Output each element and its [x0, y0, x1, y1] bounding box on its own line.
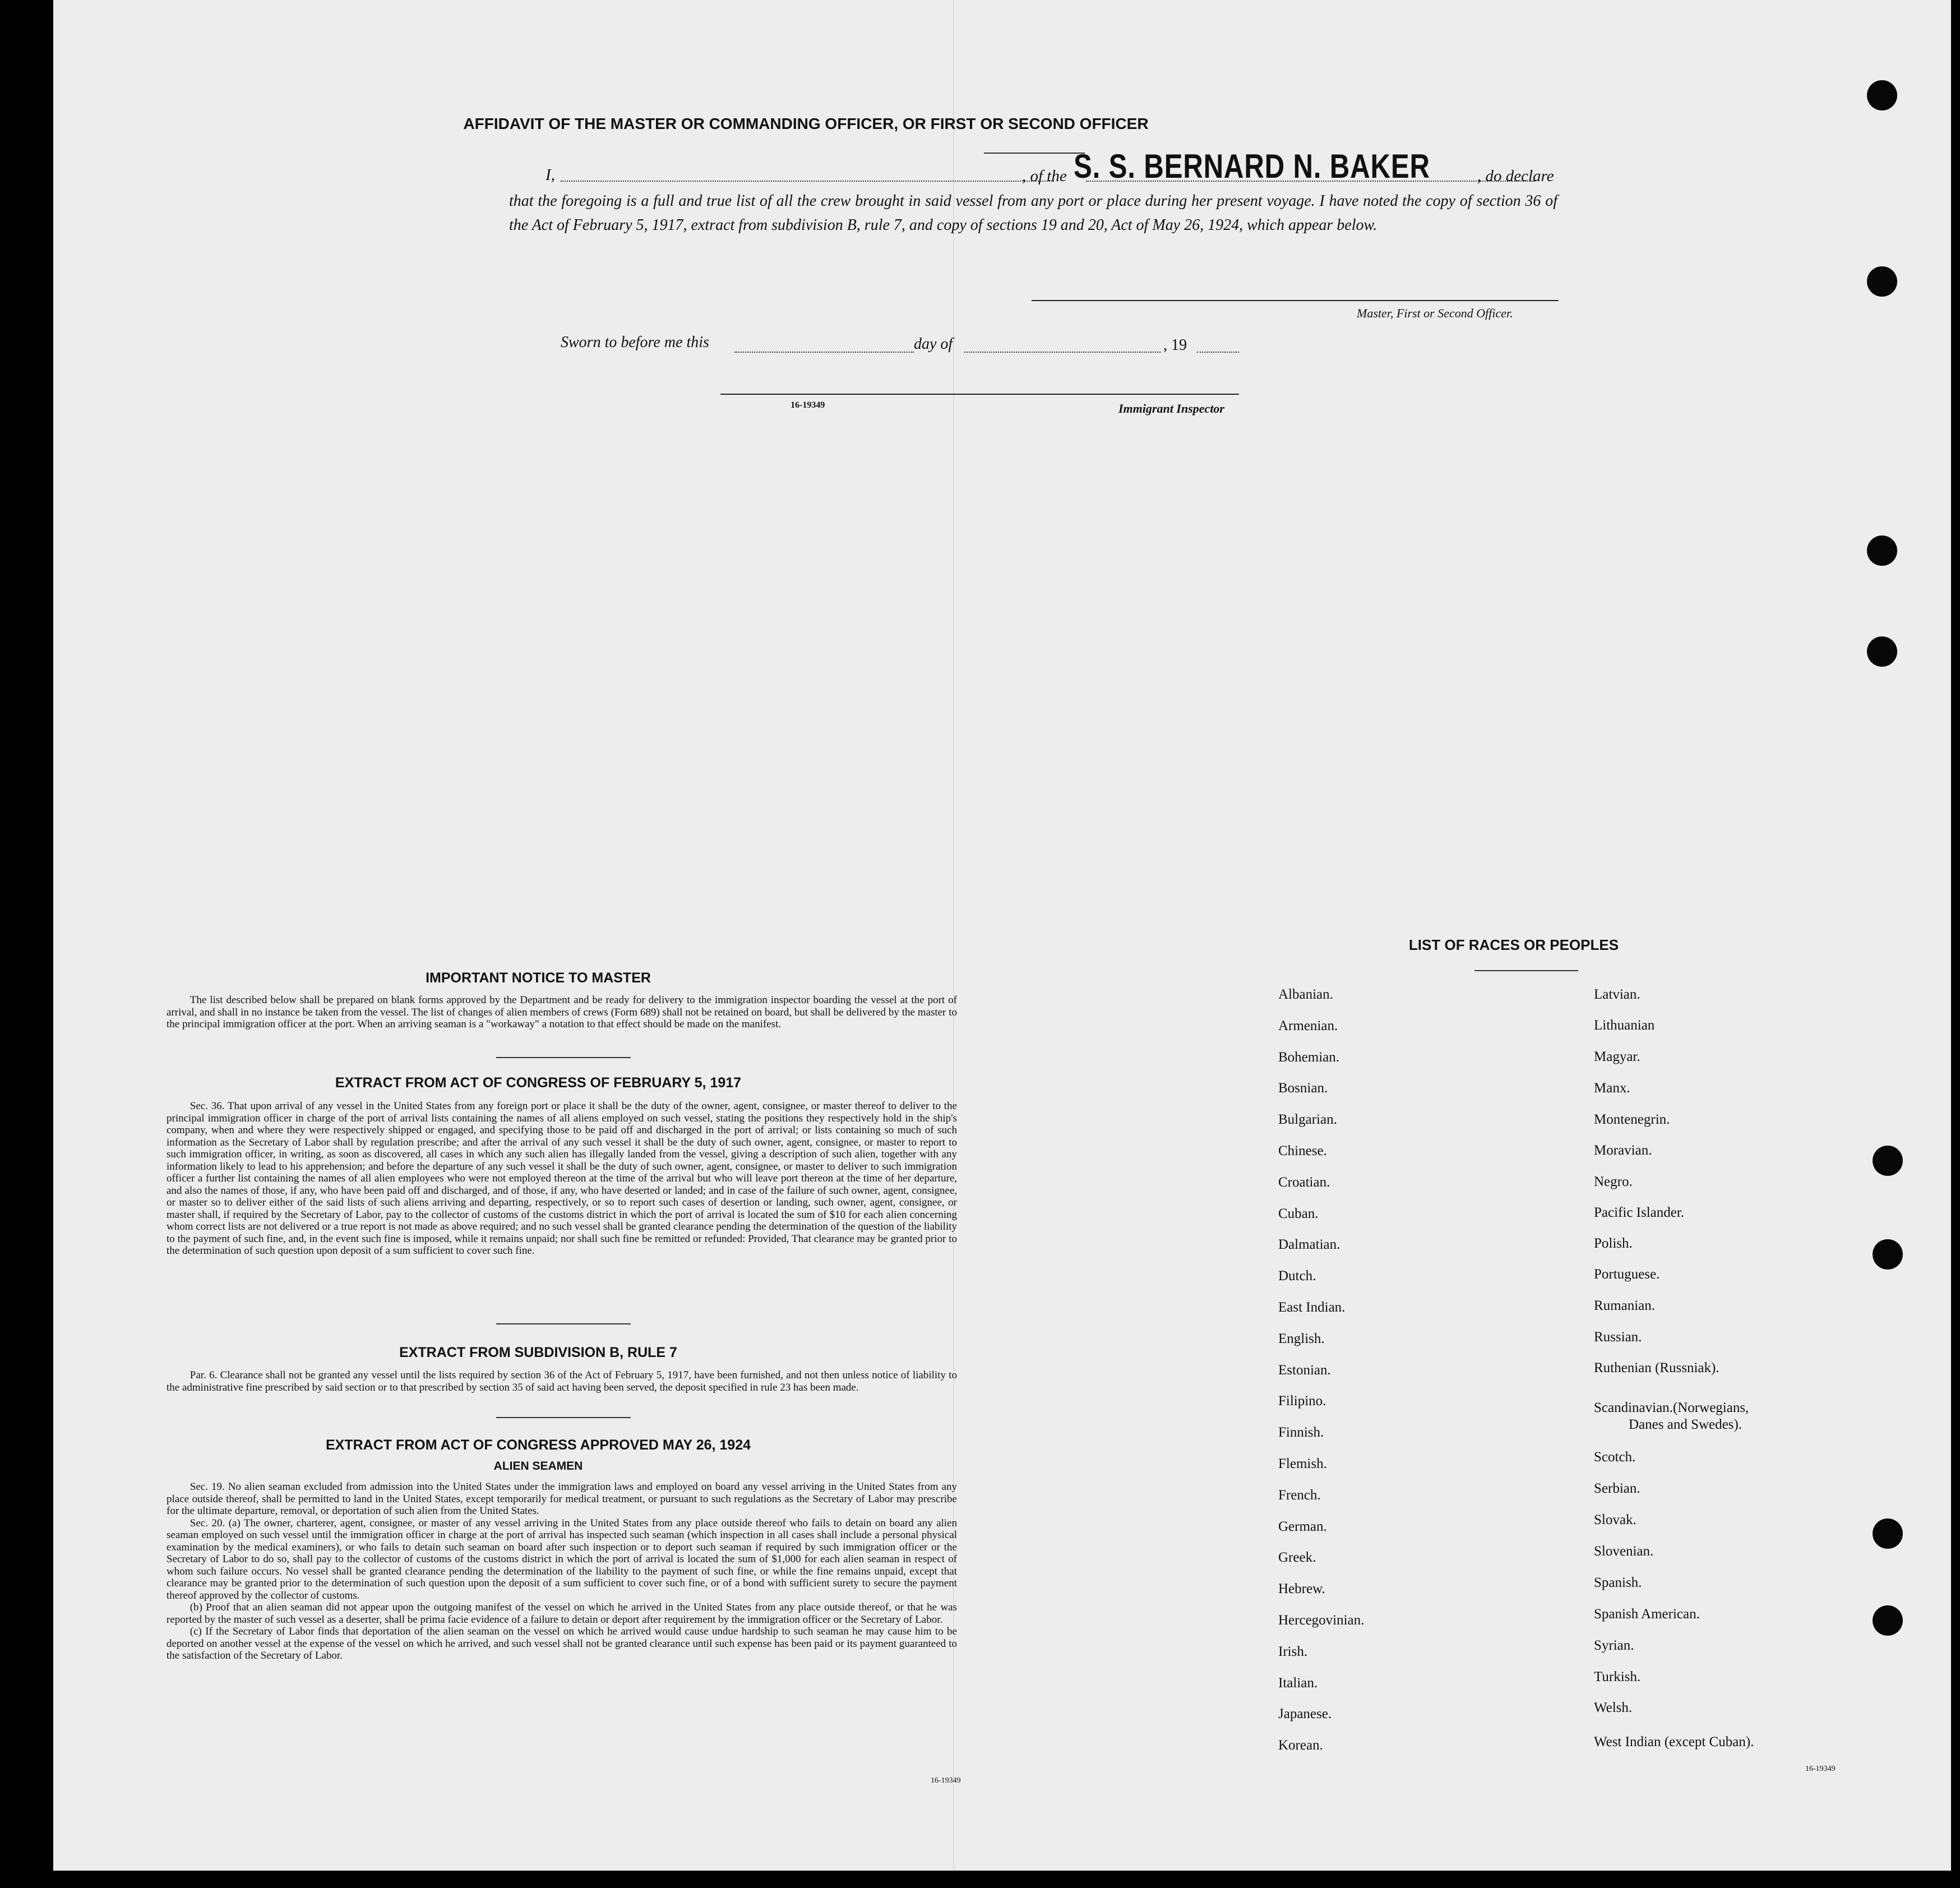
race-item: German.	[1278, 1519, 1327, 1534]
sec-20a: Sec. 20. (a) The owner, charterer, agent, consignee, or master of any vessel arriving in the United States from any place outside thereof who fails to detain on board any alien seaman employed on such vessel until the immigration officer in charge at the port of arrival has inspected such seaman (which inspection in all cases shall include a personal physical examination by the medical examiners), or who fails to detain such seaman on board after such inspection or to deport such seaman if required by such immigration officer or the Secretary of Labor to do so, shall pay to the collector of customs of the customs district in which the port of arrival is located the sum of $1,000 for each alien seaman in respect of whom such failure occurs. No vessel shall be granted clearance pending the determination of the liability to the payment of such fine, or while the fine remains unpaid, except that clearance may be granted prior to the determination of such question upon the deposit of a sum sufficient to cover such fine, or of a bond with sufficient surety to secure the payment thereof approved by the collector of customs.	[167, 1517, 957, 1601]
race-item: Slovenian.	[1594, 1544, 1654, 1559]
year-prefix: , 19	[1163, 336, 1187, 354]
race-item: Chinese.	[1278, 1143, 1327, 1158]
race-item: Portuguese.	[1594, 1267, 1660, 1282]
punch-hole	[1867, 80, 1897, 110]
race-item: Spanish.	[1594, 1575, 1642, 1590]
race-item: Bulgarian.	[1278, 1112, 1337, 1127]
extract-1924-title: EXTRACT FROM ACT OF CONGRESS APPROVED MAY 26, 1924	[325, 1437, 751, 1453]
punch-hole	[1873, 1518, 1903, 1549]
race-item: West Indian (except Cuban).	[1594, 1734, 1754, 1749]
race-item: Latvian.	[1594, 987, 1640, 1002]
race-item: Irish.	[1278, 1644, 1308, 1659]
extract-1924-text	[167, 1481, 957, 1662]
race-item: East Indian.	[1278, 1300, 1346, 1315]
affidavit-form-number: 16-19349	[791, 400, 825, 410]
punch-hole	[1873, 1605, 1903, 1636]
race-item: Hebrew.	[1278, 1581, 1325, 1596]
race-item: Lithuanian	[1594, 1018, 1655, 1033]
overline	[984, 153, 1085, 154]
race-item: Bohemian.	[1278, 1050, 1340, 1065]
race-item: Welsh.	[1594, 1700, 1633, 1715]
year-blank	[1197, 352, 1239, 353]
sec-19: Sec. 19. No alien seaman excluded from admission into the United States under the immigration laws and employed on board any vessel arriving in the United States from any place outside thereof, shall be permitted to land in the United States, except temporarily for medical treatment, or pursuant to such regulations as the Secretary of Labor may prescribe for the ultimate departure, removal, or deportation of such alien from the United States.	[167, 1481, 957, 1517]
race-item: Italian.	[1278, 1675, 1318, 1691]
inspector-signature-line	[720, 394, 1239, 395]
race-item: Spanish American.	[1594, 1607, 1700, 1622]
race-item: Scandinavian.(Norwegians,	[1594, 1400, 1749, 1415]
race-item: Rumanian.	[1594, 1298, 1656, 1313]
sec-20c: (c) If the Secretary of Labor finds that deportation of the alien seaman on the vessel on which he arrived would cause undue hardship to such seaman he may cause him to be deported on another vessel at the expense of the vessel on which he arrived, and such vessel shall not be granted clearance until such expense has been paid or its payment guaranteed to the satisfaction of the Secretary of Labor.	[167, 1626, 957, 1661]
notice-title: IMPORTANT NOTICE TO MASTER	[426, 970, 651, 986]
punch-hole	[1867, 636, 1897, 667]
inspector-caption: Immigrant Inspector	[1118, 401, 1224, 416]
vessel-name: S. S. BERNARD N. BAKER	[1074, 147, 1430, 185]
race-item: Bosnian.	[1278, 1081, 1328, 1096]
race-item: English.	[1278, 1331, 1325, 1346]
rule7-text: Par. 6. Clearance shall not be granted any vessel until the lists required by section 36 of the Act of February 5, 1917, have been furnished, and not then unless notice of liability to the administrative fine prescribed by said section or to that prescribed by section 35 of said act having been served, the deposit specified in rule 23 has been made.	[167, 1369, 957, 1393]
race-item: Moravian.	[1594, 1143, 1652, 1158]
extract-1917-title: EXTRACT FROM ACT OF CONGRESS OF FEBRUARY 5, 1917	[335, 1075, 742, 1091]
race-item: Dalmatian.	[1278, 1237, 1340, 1252]
race-item: Armenian.	[1278, 1018, 1338, 1033]
race-item: Albanian.	[1278, 987, 1333, 1002]
affidavit-of-the: , of the	[1022, 167, 1067, 185]
race-item: Cuban.	[1278, 1206, 1319, 1221]
race-item: Filipino.	[1278, 1393, 1326, 1409]
affidavit-i-label: I,	[546, 166, 555, 184]
day-of-label: day of	[914, 335, 953, 353]
master-caption: Master, First or Second Officer.	[1357, 306, 1513, 320]
notice-text: The list described below shall be prepared on blank forms approved by the Department and be ready for delivery to the immigration inspector boarding the vessel at the port of arrival, and shall in no instance be taken from the vessel. The list of changes of alien members of crews (Form 689) shall not be retained on board, but shall be delivered by the master to the principal immigration officer at the port. When an arriving seaman is a "workaway" a notation to that effect should be made on the manifest.	[167, 994, 957, 1030]
race-item: Japanese.	[1278, 1706, 1332, 1721]
affidavit-text: that the foregoing is a full and true list of all the crew brought in said vessel from any port or place during her present voyage. I have noted the copy of section 36 of the Act of February 5, 1917, extract from subdivision B, rule 7, and copy of sections 19 and 20, Act of May 26, 1924, which appear below.	[509, 192, 1557, 234]
section-divider	[496, 1417, 631, 1418]
race-item: Manx.	[1594, 1081, 1630, 1096]
race-item: Negro.	[1594, 1174, 1633, 1189]
race-item: Montenegrin.	[1594, 1112, 1670, 1127]
extract-1924-subtitle: ALIEN SEAMEN	[493, 1460, 583, 1472]
section-divider	[496, 1057, 631, 1058]
affidavit-do-declare: , do declare	[1477, 167, 1554, 185]
race-item: Polish.	[1594, 1236, 1633, 1251]
sworn-month-blank	[964, 352, 1161, 353]
race-item: Estonian.	[1278, 1363, 1331, 1378]
extract-1917-text: Sec. 36. That upon arrival of any vessel in the United States from any foreign port or place it shall be the duty of the owner, agent, consignee, or master thereof to deliver to the principal immigration officer in charge of the port of arrival lists containing the names of all aliens employed on such vessel, stating the positions they respectively hold in the ship's company, when and where they were respectively shipped or engaged, and specifying those to be paid off and discharged in the port of arrival; or lists containing so much of such information as the Secretary of Labor shall by regulation prescribe; and after the arrival of any such vessel it shall be the duty of such owner, agent, consignee, or master to report to such immigration officer, in writing, as soon as discovered, all cases in which any such alien has illegally landed from the vessel, giving a description of such alien, together with any information likely to lead to his apprehension; and before the departure of any such vessel it shall be the duty of such owner, agent, consignee, or master to deliver to such immigration officer a further list containing the names of all alien employees who were not employed thereon at the time of the arrival but who will leave port thereon at the time of her departure, and also the names of those, if any, who have been paid off and discharged, and of those, if any, who have deserted or landed; and in case of the failure of such owner, agent, consignee, or master so to deliver either of the said lists of such aliens arriving and departing, respectively, or so to report such cases of desertion or landing, such owner, agent, consignee, or master shall, if required by the Secretary of Labor, pay to the collector of customs of the customs district in which the port of arrival is located the sum of $10 for each alien concerning whom correct lists are not delivered or a true report is not made as above required; and no such vessel shall be granted clearance pending the determination of the question of the liability to the payment of such fine, and, in the event such fine is imposed, while it remains unpaid; nor shall such fine be remitted or refunded: Provided, That clearance may be granted prior to the determination of such question upon deposit of a sum sufficient to cover such fine.	[167, 1100, 957, 1257]
punch-hole	[1867, 266, 1897, 297]
sworn-day-blank	[734, 352, 914, 353]
races-divider	[1474, 970, 1578, 971]
race-item: Scotch.	[1594, 1450, 1636, 1465]
section-divider	[496, 1323, 631, 1324]
sworn-label: Sworn to before me this	[561, 334, 709, 351]
document-sheet	[53, 0, 1951, 1871]
affidavit-title: AFFIDAVIT OF THE MASTER OR COMMANDING OFFICER, OR FIRST OR SECOND OFFICER	[463, 115, 1149, 132]
race-item: Dutch.	[1278, 1268, 1316, 1284]
races-form-number: 16-19349	[1805, 1765, 1836, 1773]
race-item: Serbian.	[1594, 1481, 1640, 1496]
punch-hole	[1873, 1239, 1903, 1270]
race-item: Greek.	[1278, 1550, 1316, 1565]
race-item: Russian.	[1594, 1330, 1642, 1345]
race-item: Danes and Swedes).	[1629, 1417, 1742, 1432]
race-item: Syrian.	[1594, 1638, 1634, 1653]
race-item: Hercegovinian.	[1278, 1613, 1365, 1628]
sec-20b: (b) Proof that an alien seaman did not appear upon the outgoing manifest of the vessel on which he arrived in the United States from any place outside thereof, or that he was reported by the master of such vessel as a deserter, shall be prima facie evidence of a failure to detain or deport after requirement by the immigration officer or the Secretary of Labor.	[167, 1601, 957, 1626]
races-title: LIST OF RACES OR PEOPLES	[1408, 936, 1619, 953]
race-item: Flemish.	[1278, 1456, 1327, 1471]
race-item: Magyar.	[1594, 1049, 1640, 1064]
extract-form-number: 16-19349	[931, 1776, 961, 1785]
name-blank	[561, 181, 1054, 182]
punch-hole	[1867, 536, 1897, 566]
race-item: Pacific Islander.	[1594, 1205, 1685, 1220]
rule7-title: EXTRACT FROM SUBDIVISION B, RULE 7	[399, 1345, 677, 1360]
race-item: Ruthenian (Russniak).	[1594, 1360, 1719, 1375]
race-item: Finnish.	[1278, 1425, 1324, 1440]
race-item: Korean.	[1278, 1738, 1323, 1753]
race-item: French.	[1278, 1488, 1321, 1503]
punch-hole	[1873, 1146, 1903, 1176]
race-item: Slovak.	[1594, 1512, 1637, 1527]
master-signature-line	[1032, 300, 1559, 301]
race-item: Turkish.	[1594, 1669, 1641, 1684]
race-item: Croatian.	[1278, 1175, 1330, 1190]
